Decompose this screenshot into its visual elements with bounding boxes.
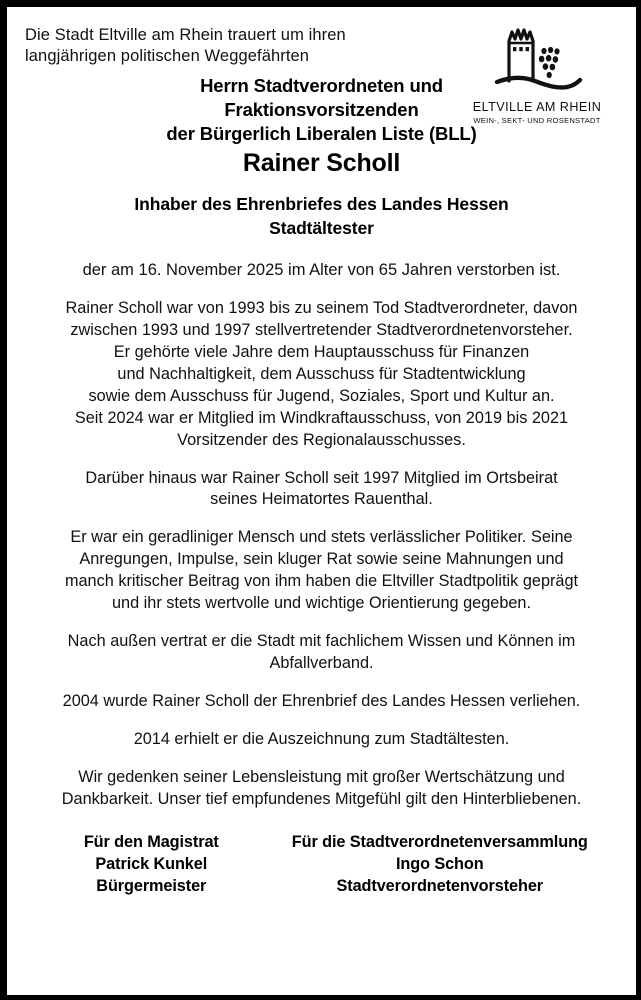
deceased-name: Rainer Scholl (242, 149, 401, 178)
eltville-tower-grapes-crest-icon (487, 19, 587, 99)
notice-body (7, 260, 636, 898)
paragraph-4 (23, 631, 620, 675)
city-crest (446, 19, 628, 125)
paragraph-line: Rainer Scholl war von 1993 bis zu seinem Tod Stadtverordneter, davon (65, 299, 578, 318)
paragraph-line: Anregungen, Impulse, sein kluger Rat sowie seine Mahnungen und (79, 550, 564, 569)
paragraph-line: Seit 2024 war er Mitglied im Windkraftausschuss, von 2019 bis 2021 (74, 408, 569, 427)
signature-role: Für die Stadtverordnetenversammlung (291, 833, 588, 852)
honors-block (7, 193, 636, 240)
paragraph-line: 2014 erhielt er die Auszeichnung zum Stadtältesten. (133, 729, 510, 748)
paragraph-line: Er war ein geradliniger Mensch und stets verlässlicher Politiker. Seine (70, 528, 573, 547)
paragraph-7 (23, 767, 620, 811)
honors-line-2: Stadtältester (269, 217, 374, 238)
signature-role: Für den Magistrat (83, 833, 219, 852)
intro-line-2: langjährigen politischen Weggefährten (25, 47, 310, 66)
paragraph-line: Darüber hinaus war Rainer Scholl seit 1997 Mitglied im Ortsbeirat (85, 468, 558, 487)
crest-subtitle: WEIN-, SEKT- UND ROSENSTADT (473, 116, 601, 125)
signature-title: Stadtverordnetenvorsteher (336, 876, 544, 895)
signature-name: Patrick Kunkel (95, 855, 208, 874)
headline-line-3: der Bürgerlich Liberalen Liste (BLL) (166, 122, 477, 144)
paragraph-line: sowie dem Ausschuss für Jugend, Soziales, Sport und Kultur an. (88, 386, 555, 405)
headline-line-2: Fraktionsvorsitzenden (224, 98, 419, 120)
headline-line-1: Herrn Stadtverordneten und (200, 74, 443, 96)
signature-title: Bürgermeister (96, 876, 207, 895)
paragraph-line: zwischen 1993 und 1997 stellvertretender Stadtverordnetenvorsteher. (70, 321, 573, 340)
signature-stadtverordnetenversammlung (270, 832, 610, 897)
paragraph-line: Nach außen vertrat er die Stadt mit fachlichem Wissen und Können im (67, 632, 576, 651)
paragraph-line: und ihr stets wertvolle und wichtige Orientierung gegeben. (111, 594, 532, 613)
paragraph-6 (23, 729, 620, 751)
paragraph-line: 2004 wurde Rainer Scholl der Ehrenbrief des Landes Hessen verliehen. (62, 691, 581, 710)
crest-title: ELTVILLE AM RHEIN (472, 100, 602, 114)
signature-magistrat (33, 832, 270, 897)
paragraph-2 (23, 468, 620, 512)
notice-content (7, 7, 636, 995)
paragraph-line: Er gehörte viele Jahre dem Hauptausschuss für Finanzen (113, 343, 530, 362)
intro-line-1: Die Stadt Eltville am Rhein trauert um ihren (25, 26, 346, 44)
signature-name: Ingo Schon (395, 855, 484, 874)
paragraph-line: manch kritischer Beitrag von ihm haben die Eltviller Stadtpolitik geprägt (64, 572, 579, 591)
death-line: der am 16. November 2025 im Alter von 65 Jahren verstorben ist. (82, 260, 561, 279)
paragraph-line: Wir gedenken seiner Lebensleistung mit großer Wertschätzung und (78, 767, 565, 786)
paragraph-line: Dankbarkeit. Unser tief empfundenes Mitgefühl gilt den Hinterbliebenen. (61, 789, 582, 808)
paragraph-3 (23, 527, 620, 615)
paragraph-1 (23, 298, 620, 451)
paragraph-line: Abfallverband. (269, 653, 374, 672)
paragraph-5 (23, 691, 620, 713)
paragraph-line: und Nachhaltigkeit, dem Ausschuss für Stadtentwicklung (117, 364, 526, 383)
intro-text (25, 25, 455, 68)
paragraph-line: Vorsitzender des Regionalausschusses. (177, 430, 466, 449)
honors-line-1: Inhaber des Ehrenbriefes des Landes Hessen (134, 194, 509, 215)
signature-block (23, 832, 620, 897)
paragraph-line: seines Heimatortes Rauenthal. (210, 490, 433, 509)
